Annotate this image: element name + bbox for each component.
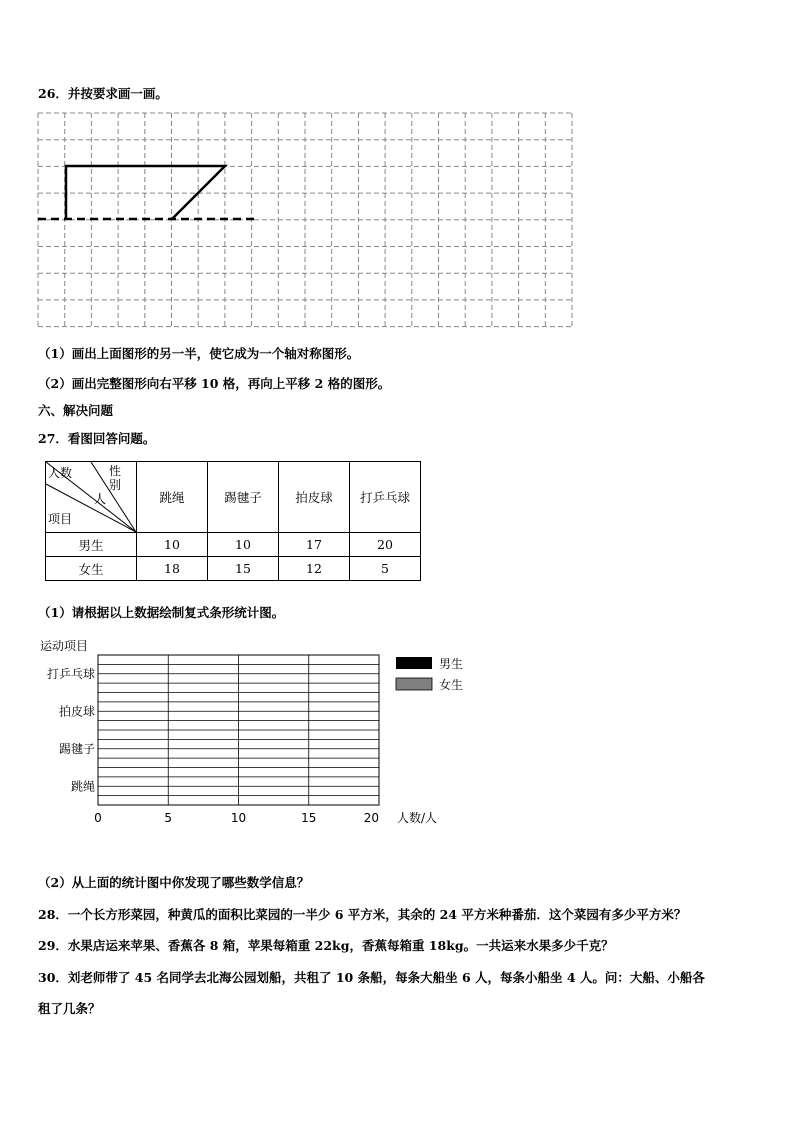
q27-sub2: （2）从上面的统计图中你发现了哪些数学信息？ [38,875,310,890]
col-header: 踢毽子 [208,462,279,533]
legend-swatch-boys [396,657,432,669]
table-cell: 10 [208,533,279,557]
table-row [46,557,421,581]
table-cell: 17 [279,533,350,557]
category-label: 踢毽子 [58,741,95,756]
table-cell: 15 [208,557,279,581]
q30-line2: 租了几条？ [38,1001,101,1016]
table-cell: 5 [350,557,421,581]
header-xingbie: 性别 [108,464,121,492]
legend [396,656,463,692]
q28-text: 28．一个长方形菜园，种黄瓜的面积比菜园的一半少 6 平方米，其余的 24 平方米种番茄．这个菜园有多少平方米？ [38,907,687,922]
category-label: 打乒乓球 [46,666,95,681]
x-tick-labels [94,811,379,825]
table-row [46,533,421,557]
legend-label-girls: 女生 [439,678,464,692]
q26-sub2: （2）画出完整图形向右平移 10 格，再向上平移 2 格的图形。 [38,376,391,391]
row-label: 女生 [46,557,137,581]
col-header: 跳绳 [137,462,208,533]
q30-line1: 30．刘老师带了 45 名同学去北海公园划船，共租了 10 条船，每条大船坐 6 人，每条小船坐 4 人。问：大船、小船各 [38,970,705,985]
q29-text: 29．水果店运来苹果、香蕉各 8 箱，苹果每箱重 22kg，香蕉每箱重 18kg。一共运来水果多少千克？ [38,938,614,953]
bar-chart [0,630,794,830]
half-shape [66,166,225,219]
col-header: 打乒乓球 [350,462,421,533]
header-ren: 人 [94,492,107,506]
category-label: 跳绳 [70,779,95,794]
header-renshu: 人数 [48,466,73,480]
header-xiangmu: 项目 [48,512,73,526]
q27-sub1: （1）请根据以上数据绘制复式条形统计图。 [38,605,285,620]
q26-title: 26．并按要求画一画。 [38,86,168,101]
diagonal-header-cell [46,462,137,533]
legend-label-boys: 男生 [439,657,464,671]
table-cell: 12 [279,557,350,581]
legend-swatch-girls [396,678,432,690]
table-cell: 18 [137,557,208,581]
category-labels [47,666,95,794]
table-cell: 20 [350,533,421,557]
data-table [45,461,421,581]
row-label: 男生 [46,533,137,557]
q27-title: 27．看图回答问题。 [38,431,156,446]
y-axis-label: 运动项目 [40,639,89,653]
col-header: 拍皮球 [279,462,350,533]
grid-figure [0,0,794,340]
category-label: 拍皮球 [58,704,95,719]
x-tick-label: 0 [94,811,102,825]
q26-sub1: （1）画出上面图形的另一半，使它成为一个轴对称图形。 [38,346,360,361]
table-cell: 10 [137,533,208,557]
x-tick-label: 20 [363,811,379,825]
x-tick-label: 10 [230,811,247,825]
x-tick-label: 15 [301,811,317,825]
x-axis-label: 人数/人 [397,811,438,825]
section6-heading: 六、解决问题 [38,403,114,418]
x-tick-label: 5 [164,811,173,825]
chart-grid [98,655,379,805]
